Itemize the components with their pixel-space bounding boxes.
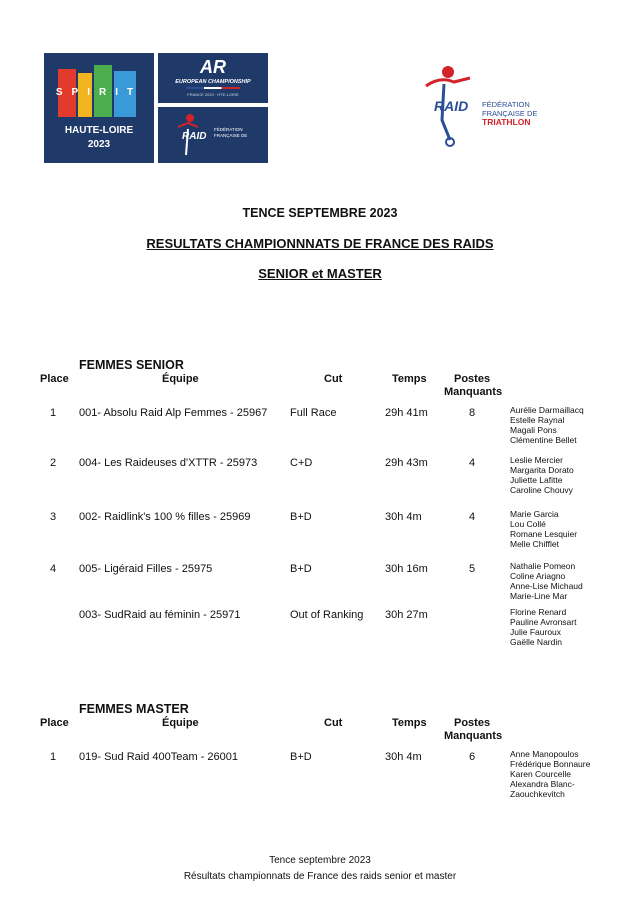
team-member: Karen Courcelle	[510, 769, 571, 779]
fft-line1: FÉDÉRATION	[482, 100, 530, 109]
column-header-place: Place	[40, 373, 69, 385]
ar-small: FRANCE 2023 · HTE-LOIRE	[187, 92, 239, 97]
small-federation	[214, 127, 247, 139]
flag-stripe	[186, 87, 240, 89]
row-cut: C+D	[290, 457, 313, 469]
row-team: 003- SudRaid au féminin - 25971	[79, 609, 241, 621]
raid-small-word: RAID	[182, 131, 207, 142]
spirit-year: 2023	[87, 139, 111, 150]
fft-text	[482, 100, 537, 127]
raid-small-logo	[158, 107, 268, 163]
row-missing: 4	[469, 511, 476, 523]
team-member: Nathalie Pomeon	[510, 561, 576, 571]
team-member: Gaëlle Nardin	[510, 637, 562, 647]
ar-european-championship-logo	[158, 53, 268, 103]
team-member: Anne Manopoulos	[510, 749, 579, 759]
column-header-equipe: Équipe	[162, 717, 199, 729]
section-title: FEMMES MASTER	[79, 702, 189, 716]
row-missing: 8	[469, 407, 476, 419]
row-team: 005- Ligéraid Filles - 25975	[79, 563, 213, 575]
small-fed-line2: FRANÇAISE DE	[214, 133, 248, 138]
row-missing: 5	[469, 563, 476, 575]
row-place: 1	[50, 751, 57, 763]
team-member: Clémentine Bellet	[510, 435, 577, 445]
fft-line3: TRIATHLON	[482, 117, 531, 127]
small-fed-line1: FÉDÉRATION	[214, 127, 243, 132]
team-member: Alexandra Blanc-	[510, 779, 575, 789]
fft-raid-word: RAID	[434, 98, 469, 114]
category-title: SENIOR et MASTER	[258, 266, 382, 281]
column-header-postes: Postes	[454, 717, 491, 729]
team-member: Coline Ariagno	[510, 571, 566, 581]
ar-mark: AR	[200, 57, 226, 77]
team-member: Leslie Mercier	[510, 455, 563, 465]
team-member: Julie Fauroux	[510, 627, 562, 637]
team-member: Marie-Line Mar	[510, 591, 568, 601]
row-time: 30h 4m	[385, 751, 422, 763]
row-time: 30h 16m	[385, 563, 428, 575]
team-member: Marie Garcia	[510, 509, 559, 519]
row-place: 3	[50, 511, 57, 523]
row-cut: B+D	[290, 563, 312, 575]
row-place: 1	[50, 407, 57, 419]
team-member: Frédérique Bonnaure	[510, 759, 591, 769]
row-place: 2	[50, 457, 57, 469]
row-cut: B+D	[290, 511, 312, 523]
footer-line2: Résultats championnats de France des raids senior et master	[183, 871, 457, 882]
section-title: FEMMES SENIOR	[79, 358, 184, 372]
row-missing: 6	[469, 751, 476, 763]
spirit-word: SPIRIT	[55, 87, 143, 98]
column-header-place: Place	[40, 717, 69, 729]
spirit-region: HAUTE-LOIRE	[64, 125, 134, 136]
footer-line1: Tence septembre 2023	[269, 855, 371, 866]
column-header-manquants: Manquants	[444, 730, 503, 742]
row-team: 019- Sud Raid 400Team - 26001	[79, 751, 238, 763]
row-time: 30h 4m	[385, 511, 422, 523]
team-member: Lou Collé	[510, 519, 546, 529]
row-team: 004- Les Raideuses d'XTTR - 25973	[79, 457, 258, 469]
team-member: Romane Lesquier	[510, 529, 578, 539]
row-cut: Full Race	[290, 407, 337, 419]
team-member: Aurélie Darmaillacq	[510, 405, 584, 415]
row-time: 29h 43m	[385, 457, 428, 469]
team-member: Anne-Lise Michaud	[510, 581, 583, 591]
row-team: 001- Absolu Raid Alp Femmes - 25967	[79, 407, 268, 419]
column-header-equipe: Équipe	[162, 373, 199, 385]
column-header-manquants: Manquants	[444, 386, 503, 398]
team-member: Caroline Chouvy	[510, 485, 573, 495]
team-member: Florine Renard	[510, 607, 567, 617]
team-member: Zaouchkevitch	[510, 789, 565, 799]
team-member: Estelle Raynal	[510, 415, 565, 425]
column-header-postes: Postes	[454, 373, 491, 385]
results-title: RESULTATS CHAMPIONNNATS DE FRANCE DES RAIDS	[146, 236, 494, 251]
row-cut: B+D	[290, 751, 312, 763]
column-header-cut: Cut	[324, 373, 343, 385]
row-cut: Out of Ranking	[290, 609, 364, 621]
team-member: Pauline Avronsart	[510, 617, 577, 627]
column-header-cut: Cut	[324, 717, 343, 729]
raid-small-icon	[158, 107, 268, 163]
event-title: TENCE SEPTEMBRE 2023	[242, 206, 398, 220]
row-place: 4	[50, 563, 57, 575]
row-team: 002- Raidlink's 100 % filles - 25969	[79, 511, 251, 523]
column-header-temps: Temps	[392, 373, 427, 385]
row-missing: 4	[469, 457, 476, 469]
fft-raid-logo	[420, 60, 570, 155]
row-time: 30h 27m	[385, 609, 428, 621]
team-member: Juliette Lafitte	[510, 475, 563, 485]
fft-line2: FRANÇAISE DE	[482, 109, 538, 118]
row-time: 29h 41m	[385, 407, 428, 419]
team-member: Melle Chifflet	[510, 539, 559, 549]
team-member: Margarita Dorato	[510, 465, 574, 475]
ar-subtitle: EUROPEAN CHAMPIONSHIP	[175, 79, 251, 85]
column-header-temps: Temps	[392, 717, 427, 729]
team-member: Magali Pons	[510, 425, 557, 435]
spirit-logo	[44, 53, 154, 163]
